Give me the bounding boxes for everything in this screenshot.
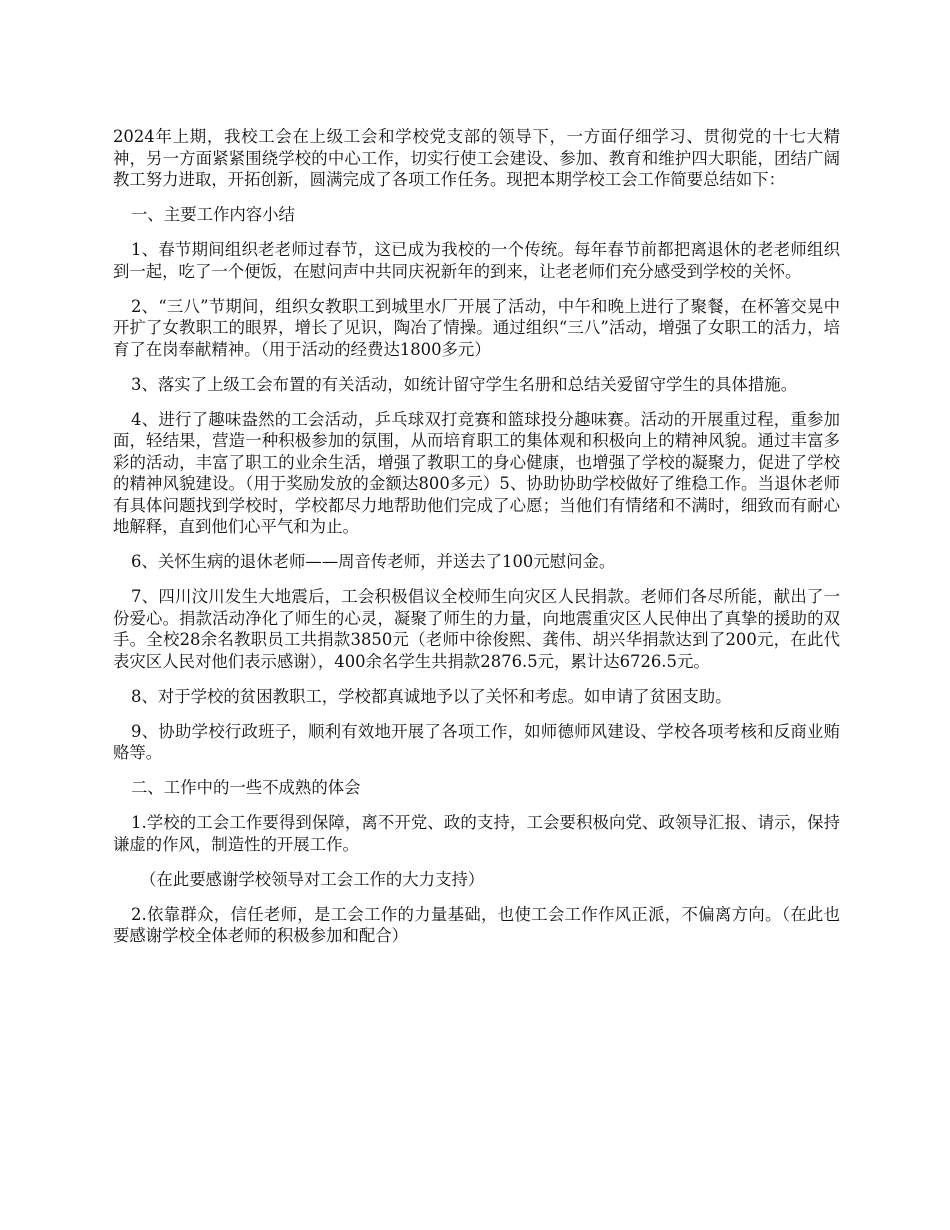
experience-note-thanks-leaders: （在此要感谢学校领导对工会工作的大力支持） — [140, 869, 485, 889]
section-heading-experience: 二、工作中的一些不成熟的体会 — [131, 778, 361, 797]
experience-item-2: 2.依靠群众，信任老师，是工会工作的力量基础，也使工会工作作风正派，不偏离方向。（在此也要感谢学校全体老师的积极参加和配合） — [113, 904, 840, 945]
document-body — [113, 126, 840, 960]
work-item-3: 3、落实了上级工会布置的有关活动，如统计留守学生名册和总结关爱留守学生的具体措施。 — [131, 374, 798, 394]
work-item-9: 9、协助学校行政班子，顺利有效地开展了各项工作，如师德师风建设、学校各项考核和反商业贿赂等。 — [113, 721, 840, 762]
work-item-1: 1、春节期间组织老老师过春节，这已成为我校的一个传统。每年春节前都把离退休的老老师组织到一起，吃了一个便饭，在慰问声中共同庆祝新年的到来，让老老师们充分感受到学校的关怀。 — [113, 240, 840, 281]
work-item-4-5: 4、进行了趣味盎然的工会活动，乒乓球双打竞赛和篮球投分趣味赛。活动的开展重过程，重参加面，轻结果，营造一种积极参加的氛围，从而培育职工的集体观和积极向上的精神风貌。通过丰富多彩的活动，丰富了职工的业余生活，增强了教职工的身心健康，也增强了学校的凝聚力，促进了学校的精神风貌建设。（用于奖励发放的金额达800多元）5、协助协助学校做好了维稳工作。当退休老师有具体问题找到学校时，学校都尽力地帮助他们完成了心愿；当他们有情绪和不满时，细致而有耐心地解释，直到他们心平气和为止。 — [113, 409, 840, 536]
experience-item-1: 1.学校的工会工作要得到保障，离不开党、政的支持，工会要积极向党、政领导汇报、请示，保持谦虚的作风，制造性的开展工作。 — [113, 813, 840, 854]
work-item-8: 8、对于学校的贫困教职工，学校都真诚地予以了关怀和考虑。如申请了贫困支助。 — [131, 686, 732, 706]
section-heading-main-work: 一、主要工作内容小结 — [131, 205, 295, 224]
intro-paragraph: 2024年上期，我校工会在上级工会和学校党支部的领导下，一方面仔细学习、贯彻党的十七大精神，另一方面紧紧围绕学校的中心工作，切实行使工会建设、参加、教育和维护四大职能，团结广阔教工努力进取，开拓创新，圆满完成了各项工作任务。现把本期学校工会工作简要总结如下： — [113, 127, 840, 189]
work-item-6: 6、关怀生病的退休老师——周音传老师，并送去了100元慰问金。 — [131, 552, 616, 571]
work-item-7: 7、四川汶川发生大地震后，工会积极倡议全校师生向灾区人民捐款。老师们各尽所能，献出了一份爱心。捐款活动净化了师生的心灵，凝聚了师生的力量，向地震重灾区人民伸出了真挚的援助的双手。全校28余名教职员工共捐款3850元（老师中徐俊熙、龚伟、胡兴华捐款达到了200元，在此代表灾区人民对他们表示感谢），400余名学生共捐款2876.5元，累计达6726.5元。 — [113, 587, 840, 671]
work-item-2: 2、“三八”节期间，组织女教职工到城里水厂开展了活动，中午和晚上进行了聚餐，在杯箸交晃中开扩了女教职工的眼界，增长了见识，陶冶了情操。通过组织“三八”活动，增强了女职工的活力，培育了在岗奉献精神。（用于活动的经费达1800多元） — [113, 296, 840, 359]
